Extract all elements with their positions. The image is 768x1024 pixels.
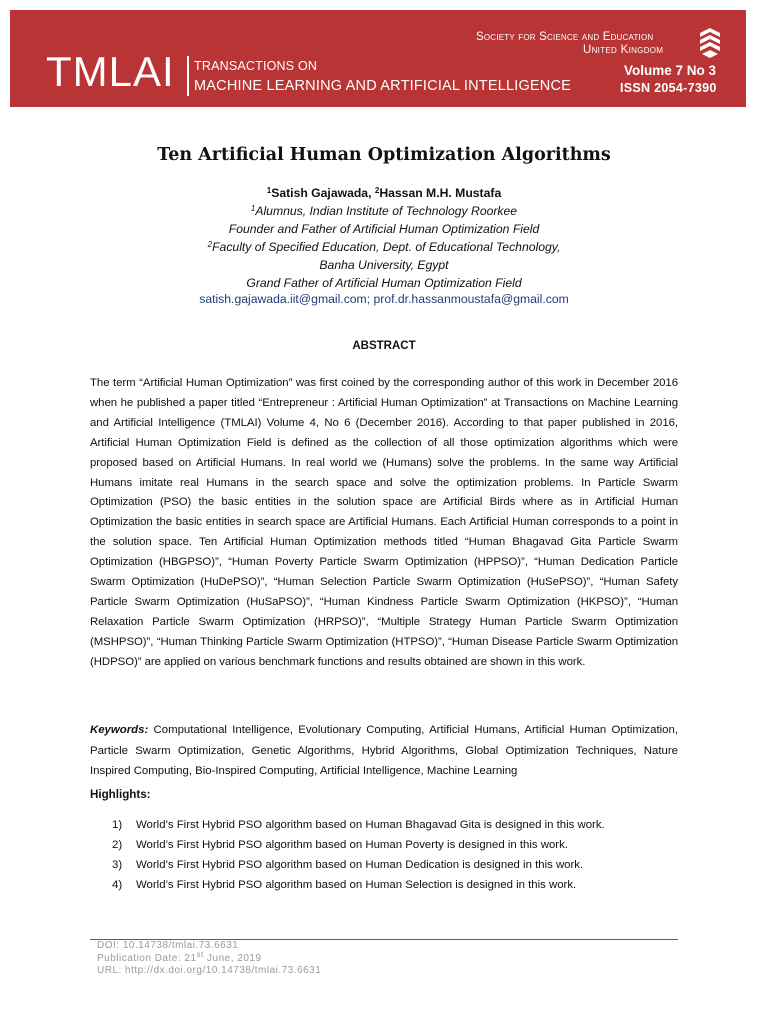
- society-name: [476, 31, 653, 43]
- highlights-list: [112, 815, 605, 895]
- affiliation-1: [0, 204, 768, 218]
- journal-banner: [10, 10, 746, 107]
- aff2-superscript: 2: [207, 240, 213, 249]
- society-logo-icon: [696, 27, 724, 59]
- highlight-text: World’s First Hybrid PSO algorithm based on Human Dedication is designed in this work.: [136, 859, 584, 871]
- highlight-item: [112, 875, 605, 895]
- transactions-on-label: TRANSACTIONS ON: [194, 59, 318, 73]
- society-country-text: United Kingdom: [583, 44, 664, 56]
- author2-superscript: 2: [374, 186, 380, 195]
- highlight-number: 3): [112, 859, 123, 871]
- keywords-label: Keywords: [90, 724, 145, 736]
- author-emails[interactable]: satish.gajawada.iit@gmail.com; prof.dr.hassanmoustafa@gmail.com: [199, 292, 569, 306]
- highlight-text: World’s First Hybrid PSO algorithm based on Human Bhagavad Gita is designed in this work.: [136, 819, 605, 831]
- affiliation-2: [0, 240, 768, 254]
- pub-date-suffix: June, 2019: [203, 952, 262, 964]
- highlight-text: World’s First Hybrid PSO algorithm based on Human Poverty is designed in this work.: [136, 839, 568, 851]
- highlight-number: 4): [112, 879, 123, 891]
- pub-date-superscript: st: [196, 949, 204, 959]
- footer-info: [97, 940, 321, 978]
- society-name-text: Society for Science and Education: [476, 31, 654, 43]
- highlights-heading: Highlights:: [90, 788, 151, 801]
- doi-line[interactable]: DOI: 10.14738/tmlai.73.6631: [97, 940, 239, 951]
- highlight-number: 1): [112, 819, 123, 831]
- aff1-superscript: 1: [250, 204, 256, 213]
- keywords-text: Computational Intelligence, Evolutionary Computing, Artificial Humans, Artificial Human Optimization, Particle Swarm Optimization, Genetic Algorithms, Hybrid Algorithms, Global Optimization Techniques, Nature Inspired Computing, Bio-Inspired Computing, Artificial Intelligence, Machine Learning: [90, 724, 678, 777]
- highlight-item: [112, 855, 605, 875]
- affiliation-2b: Banha University, Egypt: [319, 258, 449, 272]
- highlight-number: 2): [112, 839, 123, 851]
- author2-name: Hassan M.H. Mustafa: [379, 186, 502, 200]
- pub-date-prefix: Publication Date: 21: [97, 952, 197, 964]
- aff1-text: Alumnus, Indian Institute of Technology Roorkee: [255, 204, 518, 218]
- tmlai-logo: TMLAI: [46, 48, 175, 95]
- logo-divider: [187, 56, 189, 96]
- keywords-paragraph: [90, 720, 678, 782]
- abstract-heading: ABSTRACT: [352, 340, 416, 352]
- author1-name: Satish Gajawada,: [271, 186, 375, 200]
- keywords-colon: :: [144, 724, 149, 736]
- issn-number: ISSN 2054-7390: [620, 81, 717, 95]
- author1-superscript: 1: [266, 186, 272, 195]
- abstract-text: The term “Artificial Human Optimization” was first coined by the corresponding author of this work in December 2016 when he published a paper titled “Entrepreneur : Artificial Human Optimization” at Transactions on Machine Learning and Artificial Intelligence (TMLAI) Volume 4, No 6 (December 2016). According to that paper published in 2016, Artificial Human Optimization Field is defined as the collection of all those optimization algorithms which were proposed based on Artificial Humans. In real world we (Humans) solve the problems. In the same way Artificial Humans imitate real Humans in the search space and solve the optimization problems. In Particle Swarm Optimization (PSO) the basic entities in the solution space are Artificial Birds where as in Artificial Human Optimization the basic entities in search space are Artificial Humans. Each Artificial Human corresponds to a point in the solution space. Ten Artificial Human Optimization methods titled “Human Bhagavad Gita Particle Swarm Optimization (HBGPSO)”, “Human Poverty Particle Swarm Optimization (HPPSO)”, “Human Dedication Particle Swarm Optimization (HuDePSO)”, “Human Selection Particle Swarm Optimization (HuSePSO)”, “Human Safety Particle Swarm Optimization (HuSaPSO)”, “Human Kindness Particle Swarm Optimization (HKPSO)”, “Human Relaxation Particle Swarm Optimization (HRPSO)”, “Multiple Strategy Human Particle Swarm Optimization (MSHPSO)”, “Human Thinking Particle Swarm Optimization (HTPSO)”, “Human Disease Particle Swarm Optimization (HDPSO)” are applied on various benchmark functions and results obtained are shown in this work.: [90, 377, 678, 668]
- paper-title: Ten Artificial Human Optimization Algorithms: [157, 145, 611, 165]
- highlight-item: [112, 835, 605, 855]
- aff2-text: Faculty of Specified Education, Dept. of Educational Technology,: [212, 240, 561, 254]
- url-line[interactable]: URL: http://dx.doi.org/10.14738/tmlai.73.6631: [97, 965, 322, 976]
- society-country: [583, 44, 663, 56]
- volume-number: Volume 7 No 3: [624, 63, 717, 78]
- highlight-text: World’s First Hybrid PSO algorithm based on Human Selection is designed in this work.: [136, 879, 577, 891]
- journal-name: MACHINE LEARNING AND ARTIFICIAL INTELLIGENCE: [194, 78, 572, 94]
- publication-date: [97, 949, 321, 966]
- affiliation-1b: Founder and Father of Artificial Human Optimization Field: [228, 222, 540, 236]
- authors-line: [0, 186, 768, 200]
- affiliation-2c: Grand Father of Artificial Human Optimization Field: [246, 276, 522, 290]
- highlight-item: [112, 815, 605, 835]
